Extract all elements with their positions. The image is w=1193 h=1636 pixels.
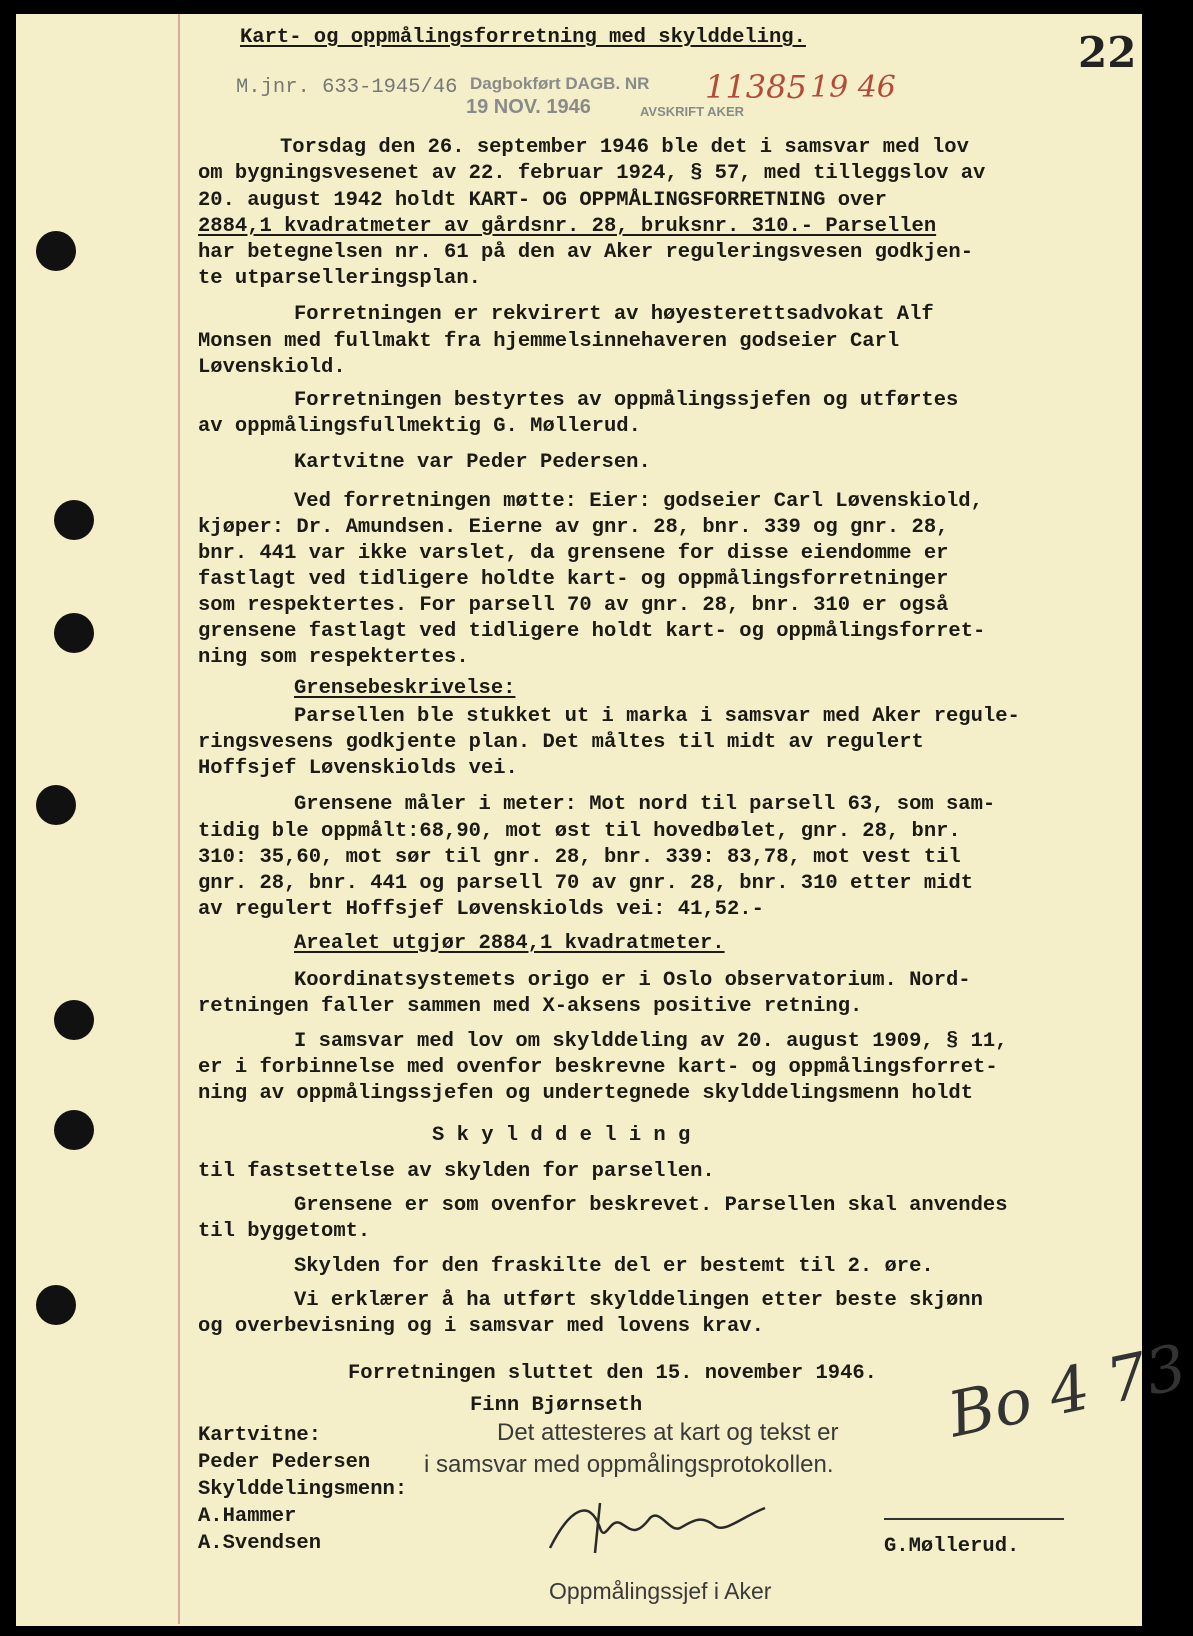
skylddelingsmenn-label: Skylddelingsmenn: [198,1478,408,1501]
stamp-label: Dagbokført DAGB. NR [470,74,650,93]
body-line: Forretningen er rekvirert av høyesterettsadvokat Alf [294,303,934,326]
punch-hole [36,231,76,271]
body-line: av regulert Hoffsjef Løvenskiolds vei: 41,52.- [198,898,764,921]
body-line: gnr. 28, bnr. 441 og parsell 70 av gnr. 28, bnr. 310 etter midt [198,872,974,895]
stamp-number: 11385 [705,68,807,106]
body-line: til fastsettelse av skylden for parsellen. [198,1160,715,1183]
body-line: Hoffsjef Løvenskiolds vei. [198,757,518,780]
body-line: Vi erklærer å ha utført skylddelingen etter beste skjønn [294,1289,983,1312]
body-line: retningen faller sammen med X-aksens positive retning. [198,995,863,1018]
body-line: har betegnelsen nr. 61 på den av Aker reguleringsvesen godkjen- [198,241,974,264]
body-line: Ved forretningen møtte: Eier: godseier Carl Løvenskiold, [294,490,983,513]
area-statement: Arealet utgjør 2884,1 kvadratmeter. [294,932,725,955]
body-line: Monsen med fullmakt fra hjemmelsinnehaveren godseier Carl [198,330,900,353]
body-line: Torsdag den 26. september 1946 ble det i samsvar med lov [280,136,969,159]
skylddelingsmann-name: A.Svendsen [198,1532,322,1555]
body-line: fastlagt ved tidligere holdte kart- og oppmålingsforretninger [198,568,949,591]
body-line: Grensene er som ovenfor beskrevet. Parsellen skal anvendes [294,1194,1008,1217]
body-line: ringsvesens godkjente plan. Det måltes til midt av regulert [198,731,924,754]
body-line: tidig ble oppmålt:68,90, mot øst til hovedbølet, gnr. 28, bnr. [198,820,961,843]
body-line: til byggetomt. [198,1220,371,1243]
body-line: te utparselleringsplan. [198,267,481,290]
body-line: bnr. 441 var ikke varslet, da grensene for disse eiendomme er [198,542,949,565]
signature-line [884,1518,1064,1520]
closing-line: Forretningen sluttet den 15. november 1946. [348,1362,877,1385]
body-line: Grensene måler i meter: Mot nord til parsell 63, som sam- [294,793,996,816]
body-line: av oppmålingsfullmektig G. Møllerud. [198,415,641,438]
body-line: Forretningen bestyrtes av oppmålingssjefen og utførtes [294,389,959,412]
punch-hole [54,1110,94,1150]
section-heading-boundary: Grensebeskrivelse: [294,677,516,700]
body-line: kjøper: Dr. Amundsen. Eierne av gnr. 28, bnr. 339 og gnr. 28, [198,516,949,539]
punch-hole [54,500,94,540]
body-line: er i forbinnelse med ovenfor beskrevne kart- og oppmålingsforret- [198,1056,998,1079]
body-line: ning av oppmålingssjefen og undertegnede skylddelingsmenn holdt [198,1082,974,1105]
handwritten-signature [540,1488,780,1568]
punch-hole [36,1285,76,1325]
body-line: ning som respektertes. [198,646,469,669]
punch-hole [36,785,76,825]
body-line: som respektertes. For parsell 70 av gnr. 28, bnr. 310 er også [198,594,949,617]
body-line: 20. august 1942 holdt KART- OG OPPMÅLINGSFORRETNING over [198,189,887,212]
stamp-year: 19 46 [810,70,896,105]
handwritten-note: Bo 4 73 [942,1329,1193,1452]
body-line: og overbevisning og i samsvar med lovens krav. [198,1315,764,1338]
body-line: Koordinatsystemets origo er i Oslo observatorium. Nord- [294,969,971,992]
section-heading-skylddeling: S k y l d d e l i n g [432,1124,691,1147]
body-line: I samsvar med lov om skylddeling av 20. august 1909, § 11, [294,1030,1008,1053]
body-line: grensene fastlagt ved tidligere holdt kart- og oppmålingsforret- [198,620,986,643]
body-line: 2884,1 kvadratmeter av gårdsnr. 28, bruksnr. 310.- Parsellen [198,215,937,238]
attestation-line: i samsvar med oppmålingsprotokollen. [424,1451,834,1478]
body-line: Løvenskiold. [198,356,346,379]
body-line: Skylden for den fraskilte del er bestemt til 2. øre. [294,1255,934,1278]
journal-number: M.jnr. 633-1945/46 [236,76,458,99]
body-line: Kartvitne var Peder Pedersen. [294,451,651,474]
kartvitne-name: Peder Pedersen [198,1451,371,1474]
attestation-title: Oppmålingssjef i Aker [549,1578,772,1604]
signer-name: Finn Bjørnseth [470,1394,643,1417]
kartvitne-label: Kartvitne: [198,1424,322,1447]
stamp-copy: AVSKRIFT AKER [640,104,744,119]
stamp-date: 19 NOV. 1946 [466,96,591,118]
document-title: Kart- og oppmålingsforretning med skylddeling. [240,26,806,49]
skylddelingsmann-name: A.Hammer [198,1505,297,1528]
punch-hole [54,1000,94,1040]
body-line: om bygningsvesenet av 22. februar 1924, § 57, med tilleggslov av [198,162,986,185]
document-page [16,14,1193,1626]
attestation-line: Det attesteres at kart og tekst er [497,1419,839,1446]
margin-rule [178,14,180,1624]
right-signer-name: G.Møllerud. [884,1535,1020,1558]
punch-hole [54,613,94,653]
body-line: 310: 35,60, mot sør til gnr. 28, bnr. 339: 83,78, mot vest til [198,846,961,869]
body-line: Parsellen ble stukket ut i marka i samsvar med Aker regule- [294,705,1020,728]
page-number: 22 [1078,28,1137,77]
